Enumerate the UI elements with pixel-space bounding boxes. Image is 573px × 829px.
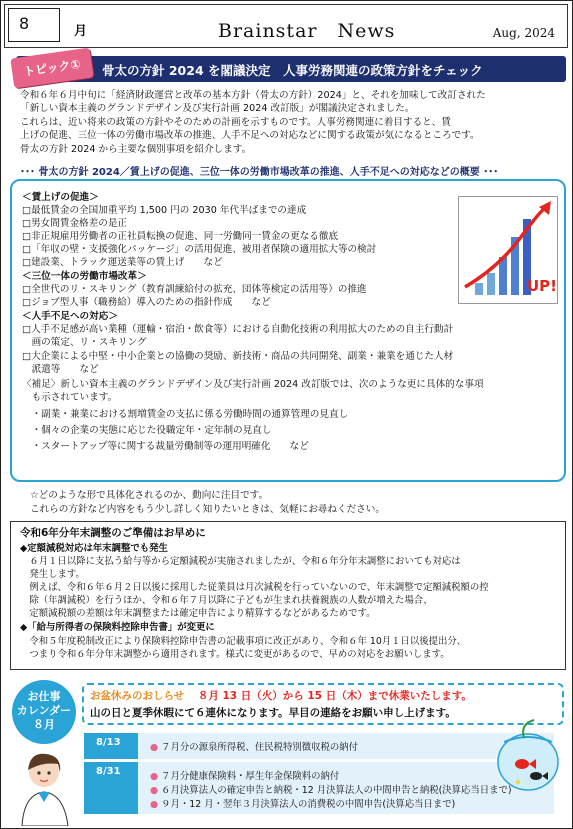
section-text: 定額減税額の差額は年末調整または確定申告により精算するなどがあるためです。 [20, 608, 376, 619]
policy-item: 画の策定、リ・スキリング [22, 337, 147, 348]
holiday-notice-line1 [90, 688, 472, 703]
topic-intro: 令和６年６月中旬に「経済財政運営と改革の基本方針（骨太の方針）2024」と、それを加味して改訂された 「新しい資本主義のグランドデザイン及び実行計画 2024 改訂版」が閣議決定されました。 これらは、近い将来の政策の方針やそのための計画を示すものです。人事労務関連に着目すると、賃 上げの促進、三位一体の労働市場改革の推進、人手不足への対応などに関する政策が気になるところです。 骨太の方針 2024 から主要な個別事項を紹介します。 [20, 90, 486, 155]
policy-note: 〈補足〉新しい資本主義のグランドデザイン及び実行計画 2024 改訂版では、次のような更に具体的な事項 [22, 379, 484, 390]
calendar-badge-line: カレンダー [16, 704, 72, 717]
schedule-row [84, 762, 554, 814]
illustration-bar [475, 283, 483, 295]
schedule-item: ● ６月決算法人の確定申告と納税・12 月決算法人の中間申告と納税(決算応当日まで) [150, 785, 512, 796]
schedule-date: 8/31 [84, 762, 138, 814]
section-heading: 令和6年分年末調整のご準備はお早めに [20, 527, 206, 539]
schedule-item: ● ７月分健康保険料・厚生年金保険料の納付 [150, 771, 340, 782]
issue-date: Aug, 2024 [492, 26, 555, 40]
follow-note: ☆どのような形で具体化されるのか、動向に注目です。 [30, 490, 269, 501]
policy-item: □最低賃金の全国加重平均 1,500 円の 2030 年代半ばまでの達成 [22, 205, 307, 216]
topic-tag: トピック① [10, 48, 93, 89]
policy-note: も示されています。 [22, 392, 118, 403]
policy-item: □全世代のリ・スキリング（教育訓練給付の拡充、団体等検定の活用等）の推進 [22, 284, 367, 295]
section-text: 例えば、令和６年６月２日以後に採用した従業員は月次減税を行っていないので、年末調整で定額減税額の控 [20, 582, 489, 593]
schedule-date: 8/13 [84, 733, 138, 759]
policy-item: □非正規雇用労働者の正社員転換の促進、同一労働同一賃金の更なる徹底 [22, 231, 339, 242]
illustration-bar [487, 273, 495, 295]
policy-item: □男女間賃金格差の是正 [22, 218, 128, 229]
policy-heading: ＜人手不足への対応＞ [22, 311, 118, 322]
contact-note: これらの方針など内容をもう少し詳しく知りたいときは、気軽にお尋ねください。 [30, 504, 385, 515]
policy-note-item: ・スタートアップ等に関する裁量労働制等の運用明確化 など [22, 441, 309, 452]
schedule-item: ● ７月分の源泉所得税、住民税特別徴収税の納付 [150, 742, 359, 753]
schedule-item: ● ９月・12 月・翌年３月決算法人の消費税の中間申告(決算応当日まで) [150, 799, 456, 810]
holiday-notice-dates: ８月 13 日（火）から 15 日（木）まで休業いたします。 [197, 690, 472, 702]
holiday-notice-title: お盆休みのおしらせ [90, 690, 185, 702]
newsletter-title: Brainstar News [218, 20, 396, 42]
section-text: 令和５年度税制改正により保険料控除申告書の記載事項に改正があり、令和６年 10月１日以後提出分、 [20, 636, 467, 647]
section-bullet: ◆「給与所得者の保険料控除申告書」が変更に [20, 622, 215, 633]
section-text: 除（年調減税）を行うほか、令和６年７月以降に子どもが生まれ扶養親族の人数が増えた場合、 [20, 595, 433, 606]
schedule-row [84, 733, 554, 759]
goldfish-bowl-illustration [494, 716, 562, 796]
chart-label: UP! [527, 277, 557, 295]
policy-note-item: ・副業・兼業における割増賃金の支払に係る労働時間の通算管理の見直し [22, 409, 349, 420]
section-text: ６月１日以降に支払う給与等から定額減税が実施されましたが、令和６年分年末調整においても対応は [20, 556, 461, 567]
month-number: 8 [8, 8, 60, 42]
calendar-badge-line: お仕事 [27, 690, 61, 703]
policy-item: □大企業による中堅・中小企業との協働の奨励、新技術・商品の共同開発、副業・兼業を通じた人材 [22, 351, 454, 362]
policy-heading: ＜三位一体の労働市場改革＞ [22, 271, 147, 282]
calendar-badge-month: ８月 [33, 718, 55, 731]
topic-title: 骨太の方針 2024 を閣議決定 人事労務関連の政策方針をチェック [102, 63, 483, 78]
policy-item: □人手不足感が高い業種（運輸・宿泊・飲食等）における自動化技術の利用拡大のための自主行動計 [22, 324, 454, 335]
section-text: つまり令和６年分年末調整から適用されます。様式に変更があるので、早めの対応をお願いします。 [20, 649, 450, 660]
office-worker-illustration [14, 746, 76, 826]
policy-note-item: ・個々の企業の実態に応じた役職定年・定年制の見直し [22, 425, 272, 436]
topic-subheading: ･･･ 骨太の方針 2024／賃上げの促進、三位一体の労働市場改革の推進、人手不足への対応などの概要 ･･･ [20, 167, 499, 178]
section-bullet: ◆定額減税対応は年末調整でも発生 [20, 543, 168, 554]
policy-item: □建設業、トラック運送業等の賃上げ など [22, 257, 223, 268]
policy-item: 派遣等 など [22, 364, 99, 375]
month-label: 月 [74, 24, 88, 39]
policy-item: □「年収の壁・支援強化パッケージ」の活用促進、被用者保険の適用拡大等の検討 [22, 244, 377, 255]
calendar-badge [12, 680, 76, 744]
policy-heading: ＜賃上げの促進＞ [22, 192, 99, 203]
policy-item: □ジョブ型人事（職務給）導入のための指針作成 など [22, 297, 271, 308]
growth-chart-illustration [458, 196, 558, 304]
section-text: 発生します。 [20, 569, 85, 580]
holiday-notice-line2: 山の日と夏季休暇にて６連休になります。早目の連絡をお願い申し上げます。 [90, 707, 456, 719]
